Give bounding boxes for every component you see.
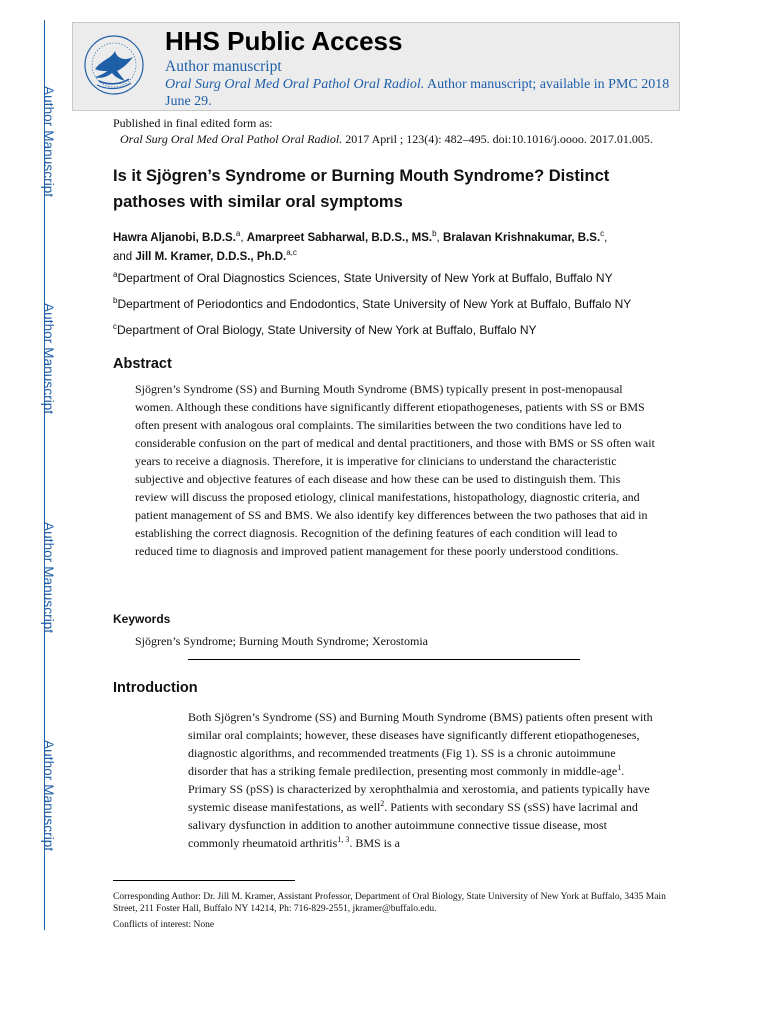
intro-text-segment: . Primary SS (pSS) is characterized by xerophthalmia and xerostomia, and patients typically have systemic disease manifestations, as well <box>188 764 650 814</box>
affiliation-mark: b <box>113 296 118 305</box>
paper-title: Is it Sjögren’s Syndrome or Burning Mouth Syndrome? Distinct pathoses with similar oral symptoms <box>113 167 610 211</box>
reference-link[interactable]: 2 <box>380 799 385 808</box>
author-separator: , <box>604 232 608 244</box>
published-details: 2017 April ; 123(4): 482–495. doi:10.1016/j.oooo. 2017.01.005. <box>342 131 653 146</box>
pmc-availability-line <box>165 76 673 110</box>
hhs-public-access-title: HHS Public Access <box>165 26 403 56</box>
availability-text: Author manuscript; available in PMC 2018 June 29. <box>165 77 670 109</box>
journal-name[interactable]: Oral Surg Oral Med Oral Pathol Oral Radiol. <box>165 77 425 92</box>
author-and: and <box>113 251 136 263</box>
hhs-eagle-seal-icon <box>81 29 147 101</box>
abstract-heading: Abstract <box>113 356 172 372</box>
intro-text-segment: . Patients with secondary SS (sSS) have lacrimal and salivary dysfunction in addition to another autoimmune connective tissue disease, most commonly rheumatoid arthritis <box>188 800 638 850</box>
abstract-text: Sjögren’s Syndrome (SS) and Burning Mouth Syndrome (BMS) typically present in post-menopausal women. Although these conditions have significantly different etiopathogeneses, patients with SS or BMS often present with analogous oral complaints. The similarities between the two conditions have led to considerable confusion on the part of medical and dental practitioners, and those with BMS or SS often wait years to receive a diagnosis. Therefore, it is imperative for clinicians to understand the characteristic subjective and objective features of each disease and how these can be used to distinguish them. This review will discuss the proposed etiology, clinical manifestations, histopathology, diagnostic criteria, and patient management of SS and BMS. We also identify key differences between the two pathoses that aid in establishing the correct diagnosis. Recognition of the defining features of each condition will lead to reduced time to diagnosis and improved patient management for these poorly understood conditions. <box>135 382 655 558</box>
affiliation-text: Department of Oral Biology, State University of New York at Buffalo, Buffalo NY <box>117 323 537 337</box>
introduction-heading: Introduction <box>113 680 198 696</box>
published-citation-text <box>113 132 673 148</box>
author-affiliation-mark: b <box>432 229 437 239</box>
affiliation-text: Department of Periodontics and Endodontics, State University of New York at Buffalo, Buffalo NY <box>117 297 632 311</box>
published-citation <box>113 116 673 147</box>
affiliation-mark: c <box>113 322 117 331</box>
author-separator: , <box>436 232 443 244</box>
author-name: Bralavan Krishnakumar, B.S. <box>442 232 601 244</box>
published-journal: Oral Surg Oral Med Oral Pathol Oral Radiol. <box>120 131 343 146</box>
author-manuscript-subtitle: Author manuscript <box>165 58 282 75</box>
corresponding-author-note: Corresponding Author: Dr. Jill M. Kramer, Assistant Professor, Department of Oral Biology, State University of New York at Buffalo, 3435 Main Street, 211 Foster Hall, Buffalo NY 14214, Ph: 716-829-2551, jkramer@buffalo.edu. <box>113 892 666 914</box>
author-manuscript-label: Author Manuscript <box>41 86 56 198</box>
affiliation <box>113 296 693 312</box>
section-divider <box>188 659 580 660</box>
introduction-text <box>188 708 656 852</box>
author-name: Amarpreet Sabharwal, B.D.S., MS. <box>246 232 433 244</box>
keywords-heading: Keywords <box>113 612 171 626</box>
author-affiliation-mark: c <box>600 229 605 239</box>
reference-link[interactable]: 1, 3 <box>337 835 350 844</box>
author-name: Hawra Aljanobi, B.D.S. <box>113 232 236 244</box>
author-affiliation-mark: a <box>235 229 241 239</box>
affiliation-text: Department of Oral Diagnostics Sciences, State University of New York at Buffalo, Buffalo NY <box>117 271 613 285</box>
intro-text-segment: Both Sjögren’s Syndrome (SS) and Burning Mouth Syndrome (BMS) patients often present with similar oral complaints; however, these diseases have significantly different etiopathogeneses, diagnostic algorithms, and recommended treatments (Fig 1). SS is a chronic autoimmune disorder that has a striking female predilection, presenting most commonly in middle-age <box>188 710 653 778</box>
conflicts-of-interest: Conflicts of interest: None <box>113 920 215 930</box>
affiliation <box>113 270 693 286</box>
intro-text-segment: . BMS is a <box>349 836 400 850</box>
footnote-divider <box>113 880 295 881</box>
published-intro: Published in final edited form as: <box>113 116 273 130</box>
reference-link[interactable]: 1 <box>617 763 622 772</box>
author-affiliation-mark: a,c <box>286 248 297 258</box>
author-separator: , <box>240 232 247 244</box>
author-manuscript-label: Author Manuscript <box>41 303 56 415</box>
affiliation-mark: a <box>113 270 118 279</box>
author-manuscript-label: Author Manuscript <box>41 740 56 852</box>
keywords-text: Sjögren’s Syndrome; Burning Mouth Syndrome; Xerostomia <box>135 634 428 648</box>
author-manuscript-label: Author Manuscript <box>41 522 56 634</box>
hhs-header <box>72 22 680 111</box>
affiliation <box>113 322 693 338</box>
author-list <box>113 229 673 267</box>
author-name: Jill M. Kramer, D.D.S., Ph.D. <box>135 251 287 263</box>
